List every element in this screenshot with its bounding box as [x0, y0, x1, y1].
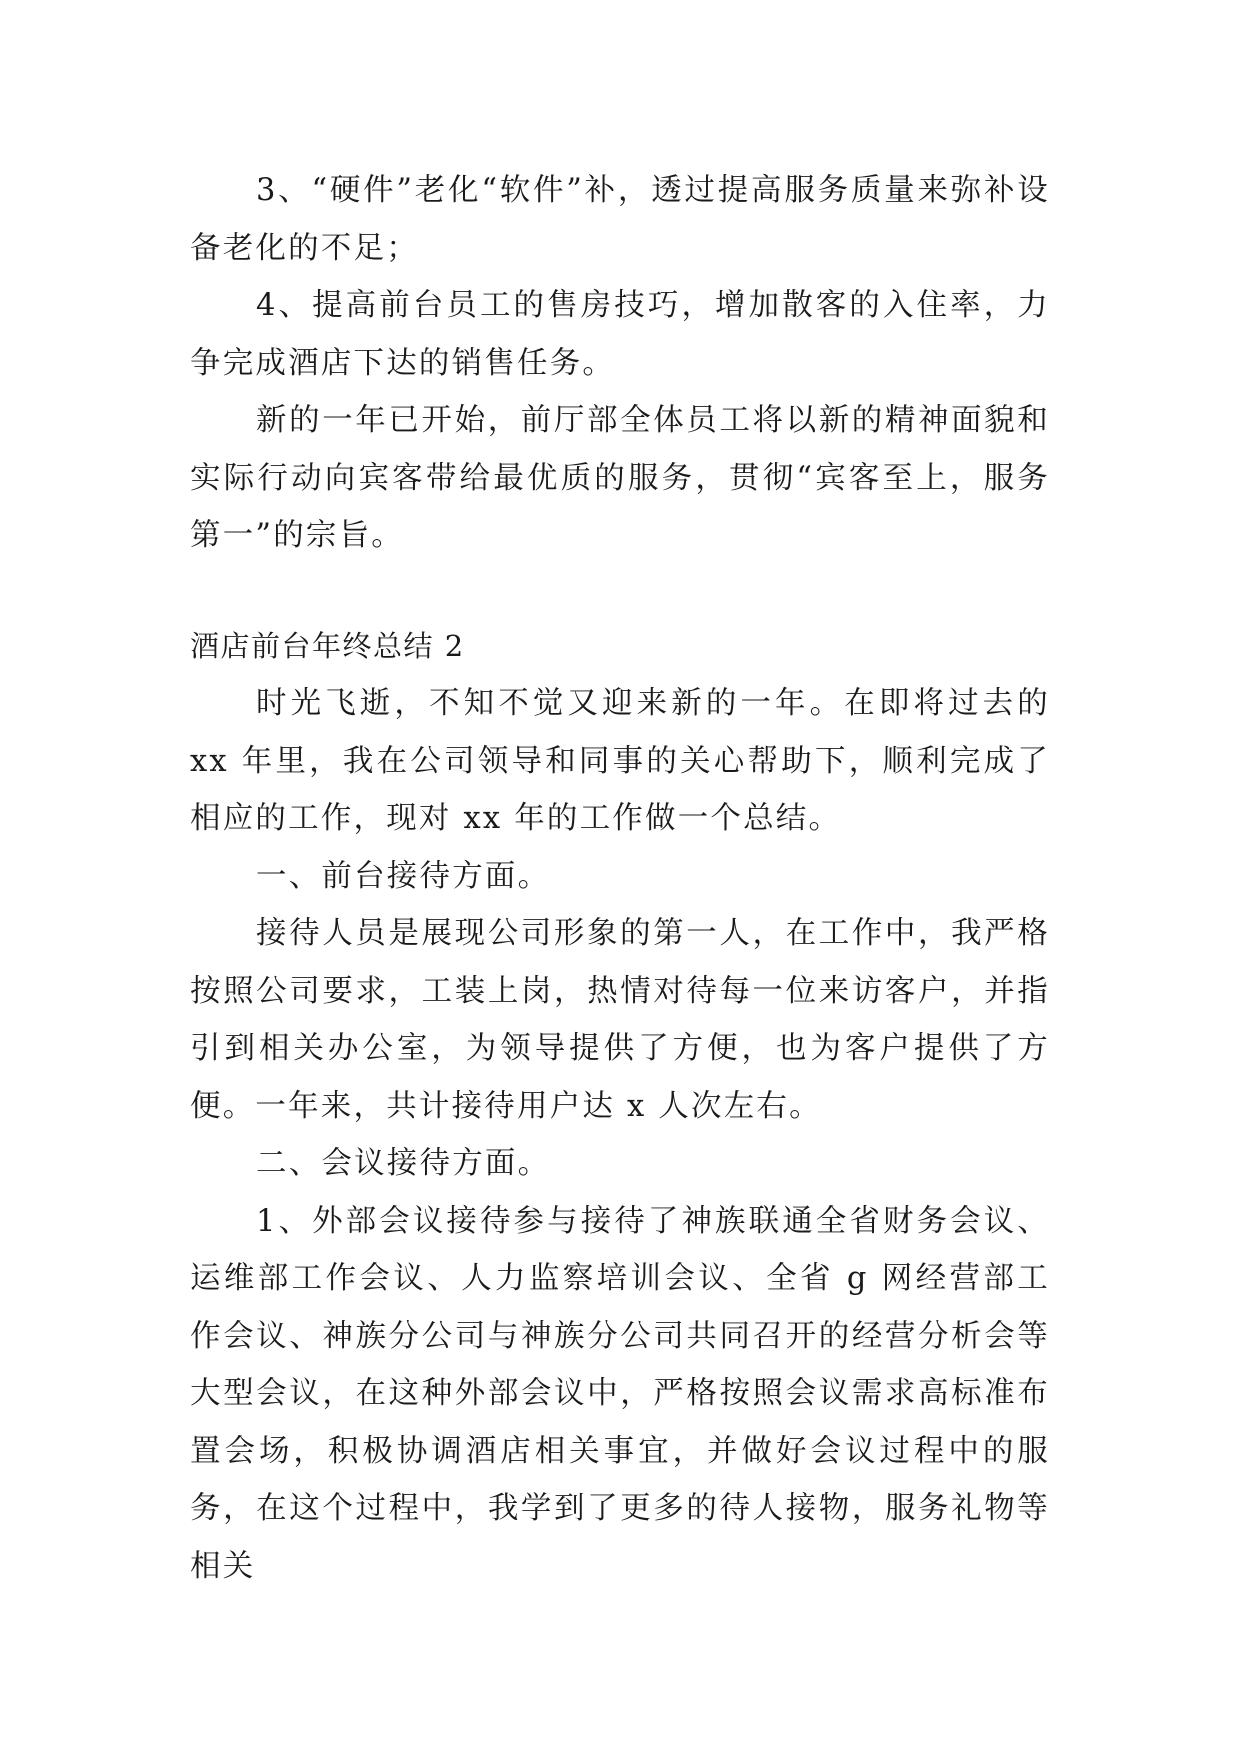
paragraph-new-year: 新的一年已开始，前厅部全体员工将以新的精神面貌和实际行动向宾客带给最优质的服务，贯彻“宾客至上，服务第一”的宗旨。: [190, 403, 1050, 553]
document-body: [190, 162, 1050, 1595]
paragraph-reception-heading: 一、前台接待方面。: [256, 858, 551, 894]
paragraph-hardware-software: 3、“硬件”老化“软件”补，透过提高服务质量来弥补设备老化的不足；: [190, 173, 1050, 266]
paragraph-external-meetings: 1、外部会议接待参与接待了神族联通全省财务会议、运维部工作会议、人力监察培训会议、全省 g 网经营部工作会议、神族分公司与神族分公司共同召开的经营分析会等大型会议，在这种外部会议中，严格按照会议需求高标准布置会场，积极协调酒店相关事宜，并做好会议过程中的服务，在这个过程中，我学到了更多的待人接物，服务礼物等相关: [190, 1203, 1050, 1584]
paragraph-meeting-heading: 二、会议接待方面。: [256, 1146, 551, 1181]
section-title: 酒店前台年终总结 2: [190, 628, 465, 663]
paragraph-sales-skills: 4、提高前台员工的售房技巧，增加散客的入住率，力争完成酒店下达的销售任务。: [190, 288, 1050, 381]
paragraph-reception-body: 接待人员是展现公司形象的第一人，在工作中，我严格按照公司要求，工装上岗，热情对待每一位来访客户，并指引到相关办公室，为领导提供了方便，也为客户提供了方便。一年来，共计接待用户达 x 人次左右。: [190, 916, 1050, 1124]
paragraph-intro: 时光飞逝，不知不觉又迎来新的一年。在即将过去的 xx 年里，我在公司领导和同事的关心帮助下，顺利完成了相应的工作，现对 xx 年的工作做一个总结。: [190, 686, 1050, 836]
